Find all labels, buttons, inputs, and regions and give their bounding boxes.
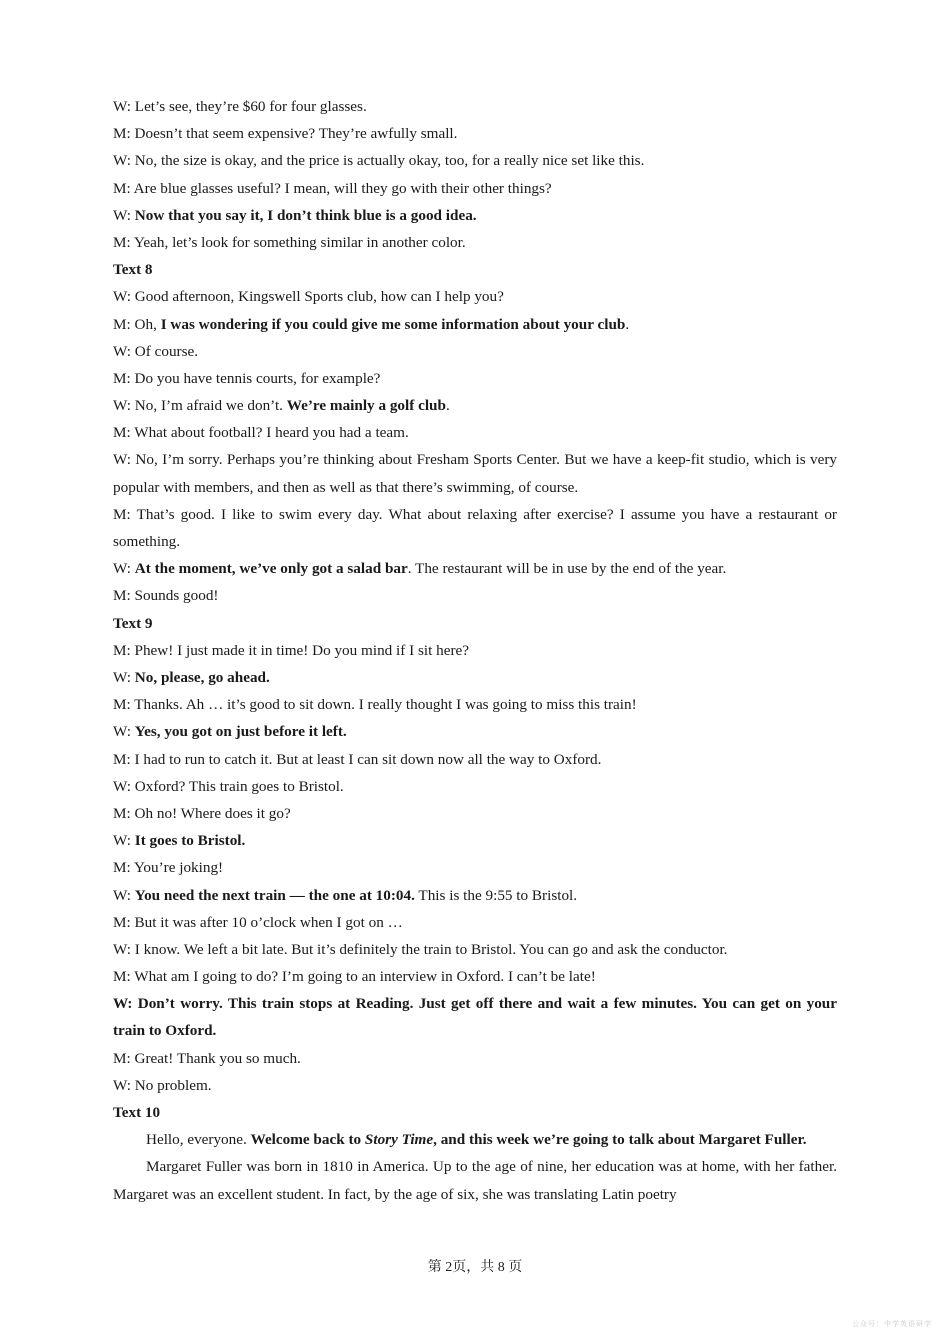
text-line <box>113 664 837 691</box>
text-line <box>113 827 837 854</box>
section-heading <box>113 256 837 283</box>
text-segment: W: <box>113 669 135 686</box>
text-line <box>113 637 837 664</box>
text-line <box>113 882 837 909</box>
text-segment: M: Do you have tennis courts, for example? <box>113 369 381 387</box>
text-segment: M: Oh, <box>113 315 161 333</box>
text-segment: , and this week we’re going to talk about Margaret Fuller. <box>433 1131 807 1149</box>
text-line <box>113 800 837 827</box>
text-line <box>113 1045 837 1072</box>
text-segment: Text 8 <box>113 261 153 279</box>
text-segment: . The restaurant will be in use by the end of the year. <box>407 560 727 578</box>
text-line <box>113 229 837 256</box>
text-segment: Text 9 <box>113 614 153 632</box>
text-segment: M: Thanks. Ah … it’s good to sit down. I really thought I was going to miss this train! <box>113 696 637 714</box>
text-line <box>113 691 837 718</box>
page-footer: 第 2页，共 8 页 <box>427 1260 523 1275</box>
text-line <box>113 746 837 773</box>
text-line <box>113 419 837 446</box>
text-line <box>113 963 837 990</box>
text-segment: W: No problem. <box>113 1076 212 1094</box>
text-segment: At the moment, we’ve only got a salad bar <box>134 560 408 578</box>
text-segment: We’re mainly a golf club <box>286 397 446 415</box>
text-line <box>113 147 837 174</box>
text-segment: It goes to Bristol. <box>134 832 246 850</box>
text-line <box>113 1072 837 1099</box>
text-segment: M: Great! Thank you so much. <box>113 1049 301 1067</box>
text-segment: Margaret Fuller was born in 1810 in America. Up to the age of nine, her education was at home, with her father. Margaret was an excellent student. In fact, by the age of six, she was translating Latin poetry <box>113 1158 837 1203</box>
text-line <box>113 446 837 500</box>
text-segment: Story Time <box>364 1131 434 1149</box>
text-line <box>113 936 837 963</box>
document-body <box>113 93 837 1208</box>
text-line <box>113 120 837 147</box>
text-segment: Text 10 <box>113 1104 161 1122</box>
text-segment: This is the 9:55 to Bristol. <box>414 886 578 904</box>
text-segment: Yes, you got on just before it left. <box>134 723 347 741</box>
text-segment: M: What about football? I heard you had a team. <box>113 424 409 442</box>
text-segment: Welcome back to <box>250 1131 365 1149</box>
text-line <box>113 202 837 229</box>
text-line <box>113 283 837 310</box>
text-segment: No, please, go ahead. <box>134 669 270 686</box>
text-segment: W: No, I’m afraid we don’t. <box>113 397 287 415</box>
text-segment: M: What am I going to do? I’m going to an interview in Oxford. I can’t be late! <box>113 968 596 986</box>
text-segment: W: No, I’m sorry. Perhaps you’re thinking about Fresham Sports Center. But we have a keep-fit studio, which is very popular with members, and then as well as that there’s swimming, of course. <box>113 451 837 496</box>
text-line <box>113 582 837 609</box>
text-segment: W: No, the size is okay, and the price is actually okay, too, for a really nice set like this. <box>113 152 645 170</box>
text-line <box>113 555 837 582</box>
text-line <box>113 854 837 881</box>
text-line <box>113 338 837 365</box>
text-segment: M: Are blue glasses useful? I mean, will they go with their other things? <box>113 179 552 197</box>
text-line <box>113 501 837 555</box>
text-segment: M: I had to run to catch it. But at least I can sit down now all the way to Oxford. <box>113 750 602 768</box>
section-heading <box>113 610 837 637</box>
text-segment: W: I know. We left a bit late. But it’s definitely the train to Bristol. You can go and ask the conductor. <box>113 940 728 958</box>
text-segment: . <box>445 397 450 415</box>
text-segment: M: Phew! I just made it in time! Do you mind if I sit here? <box>113 641 470 659</box>
text-segment: M: Doesn’t that seem expensive? They’re awfully small. <box>113 125 458 143</box>
text-line <box>113 718 837 745</box>
text-line <box>113 909 837 936</box>
text-segment: W: <box>113 206 135 224</box>
text-segment: M: You’re joking! <box>113 859 224 877</box>
text-segment: W: <box>113 886 135 904</box>
text-line <box>113 392 837 419</box>
text-segment: I was wondering if you could give me some information about your club <box>160 315 626 333</box>
text-segment: M: Sounds good! <box>113 587 219 605</box>
text-segment: M: That’s good. I like to swim every day. What about relaxing after exercise? I assume you have a restaurant or something. <box>113 505 837 551</box>
text-segment: W: Oxford? This train goes to Bristol. <box>113 777 344 795</box>
text-line <box>113 990 837 1044</box>
text-line <box>113 175 837 202</box>
text-segment: Now that you say it, I don’t think blue is a good idea. <box>134 206 477 224</box>
section-heading <box>113 1099 837 1126</box>
text-line <box>113 311 837 338</box>
text-segment: Hello, everyone. <box>146 1131 251 1149</box>
text-segment: W: <box>113 723 135 741</box>
text-segment: W: Of course. <box>113 342 199 360</box>
text-segment <box>365 1131 433 1148</box>
text-segment: W: <box>113 560 135 578</box>
text-segment: . <box>625 315 630 333</box>
text-line <box>113 93 837 120</box>
text-segment: M: But it was after 10 o’clock when I got on … <box>113 913 403 931</box>
text-line <box>113 773 837 800</box>
text-segment: W: Don’t worry. This train stops at Reading. Just get off there and wait a few minutes. You can get on your train to Oxford. <box>113 995 837 1040</box>
text-segment: W: Good afternoon, Kingswell Sports club, how can I help you? <box>113 288 504 306</box>
text-segment: M: Yeah, let’s look for something similar in another color. <box>113 233 466 251</box>
text-segment: You need the next train — the one at 10:04. <box>134 886 415 904</box>
text-segment: W: Let’s see, they’re $60 for four glasses. <box>113 98 367 115</box>
text-segment: M: Oh no! Where does it go? <box>113 804 291 822</box>
watermark: 公众号：中学英语研学 <box>852 1320 932 1328</box>
text-segment: W: <box>113 832 135 850</box>
text-line <box>113 1126 837 1153</box>
text-line <box>113 1153 837 1207</box>
text-line <box>113 365 837 392</box>
